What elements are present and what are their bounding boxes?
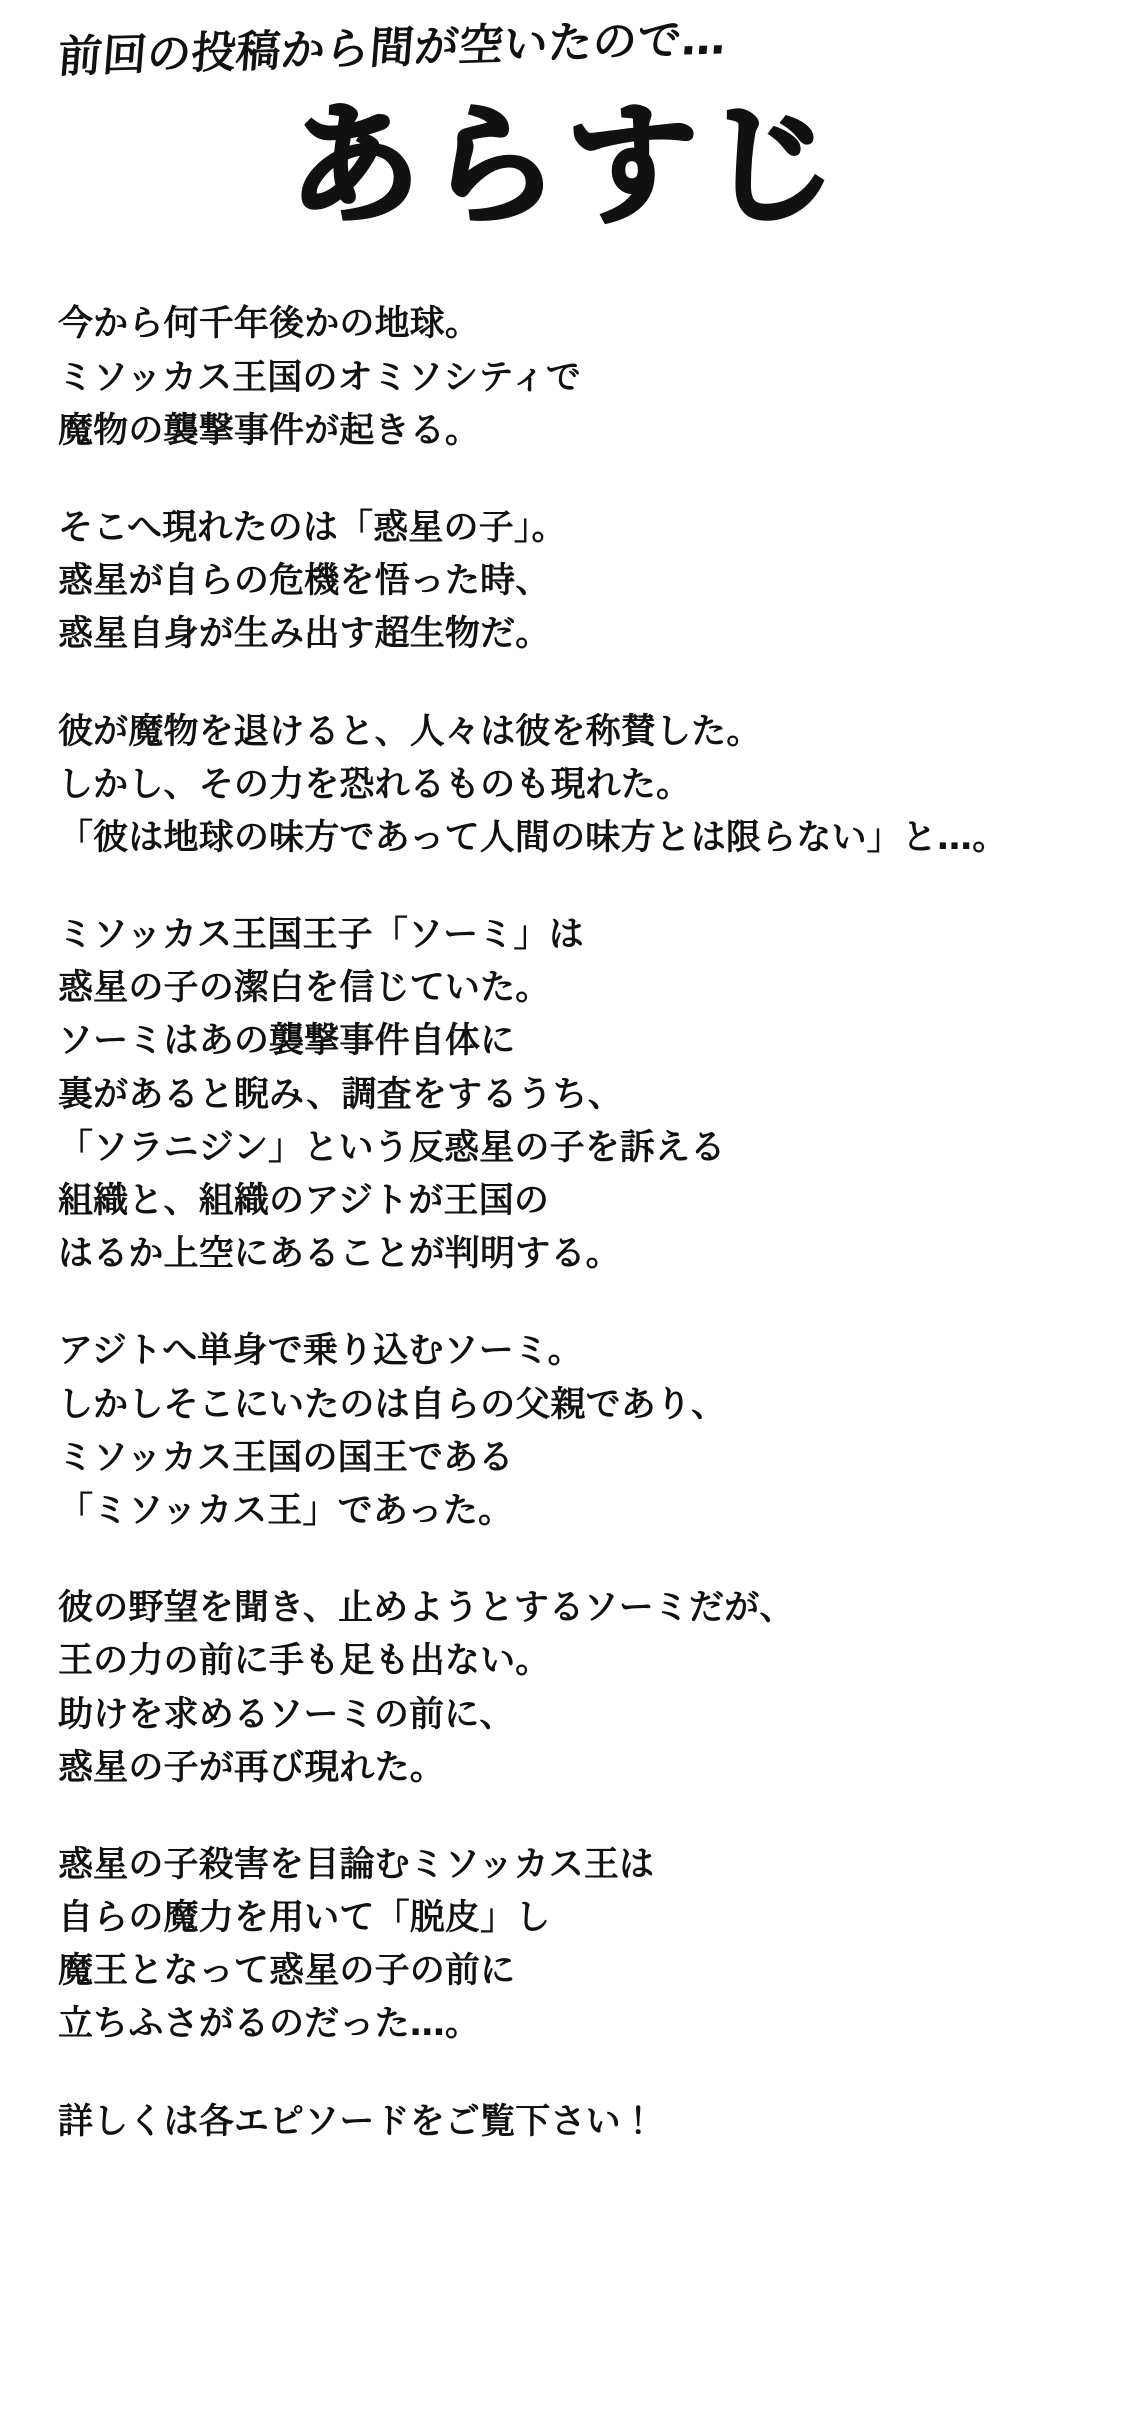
synopsis-line: 惑星の子の潔白を信じていた。 bbox=[58, 968, 551, 1009]
synopsis-line: ミソッカス王国王子「ソーミ」は bbox=[58, 915, 584, 956]
synopsis-paragraph bbox=[58, 502, 1125, 662]
synopsis-paragraph bbox=[58, 298, 1125, 458]
synopsis-body bbox=[0, 298, 1125, 2208]
synopsis-line: 惑星自身が生み出す超生物だ。 bbox=[58, 614, 551, 655]
synopsis-line: ソーミはあの襲撃事件自体に bbox=[58, 1021, 516, 1062]
synopsis-paragraph bbox=[58, 909, 1125, 1281]
synopsis-line: 王の力の前に手も足も出ない。 bbox=[58, 1641, 551, 1682]
synopsis-line: しかし、その力を恐れるものも現れた。 bbox=[58, 764, 692, 805]
synopsis-line: 「ミソッカス王」であった。 bbox=[58, 1490, 514, 1531]
synopsis-line: 助けを求めるソーミの前に、 bbox=[58, 1694, 515, 1735]
synopsis-line: はるか上空にあることが判明する。 bbox=[58, 1234, 621, 1275]
synopsis-line: そこへ現れたのは「惑星の子」。 bbox=[58, 507, 567, 548]
synopsis-line: ミソッカス王国のオミソシティで bbox=[58, 357, 582, 398]
synopsis-line: 今から何千年後かの地球。 bbox=[58, 304, 481, 345]
synopsis-line: 「彼は地球の味方であって人間の味方とは限らない」と…。 bbox=[58, 817, 1008, 858]
synopsis-paragraph bbox=[58, 706, 1125, 866]
synopsis-line: 立ちふさがるのだった…。 bbox=[58, 2004, 481, 2045]
page-header bbox=[0, 0, 1125, 244]
synopsis-paragraph bbox=[58, 1325, 1125, 1538]
synopsis-line: しかしそこにいたのは自らの父親であり、 bbox=[58, 1384, 727, 1425]
synopsis-line: 魔物の襲撃事件が起きる。 bbox=[58, 410, 481, 451]
synopsis-paragraph bbox=[58, 1582, 1125, 1795]
lead-handwritten-note: 前回の投稿から間が空いたので… bbox=[56, 13, 729, 83]
synopsis-line: 彼が魔物を退けると、人々は彼を称賛した。 bbox=[58, 711, 762, 752]
synopsis-line: 自らの魔力を用いて「脱皮」し bbox=[58, 1898, 551, 1939]
page-title: あらすじ bbox=[288, 89, 843, 244]
synopsis-line: 裏があると睨み、調査をするうち、 bbox=[58, 1074, 623, 1115]
synopsis-line: 「ソラニジン」という反惑星の子を訴える bbox=[58, 1127, 726, 1168]
synopsis-line: ミソッカス王国の国王である bbox=[58, 1437, 514, 1478]
synopsis-line: 彼の野望を聞き、止めようとするソーミだが、 bbox=[58, 1588, 795, 1629]
synopsis-line: 詳しくは各エピソードをご覧下さい！ bbox=[58, 2101, 656, 2142]
synopsis-paragraph bbox=[58, 2096, 1125, 2149]
synopsis-line: アジトへ単身で乗り込むソーミ。 bbox=[58, 1331, 583, 1372]
synopsis-line: 魔王となって惑星の子の前に bbox=[58, 1951, 516, 1992]
synopsis-line: 惑星の子殺害を目論むミソッカス王は bbox=[58, 1844, 655, 1885]
synopsis-line: 惑星が自らの危機を悟った時、 bbox=[58, 561, 551, 602]
synopsis-line: 組織と、組織のアジトが王国の bbox=[58, 1181, 550, 1222]
synopsis-paragraph bbox=[58, 1839, 1125, 2052]
synopsis-line: 惑星の子が再び現れた。 bbox=[58, 1747, 445, 1788]
title-container bbox=[0, 89, 1125, 244]
